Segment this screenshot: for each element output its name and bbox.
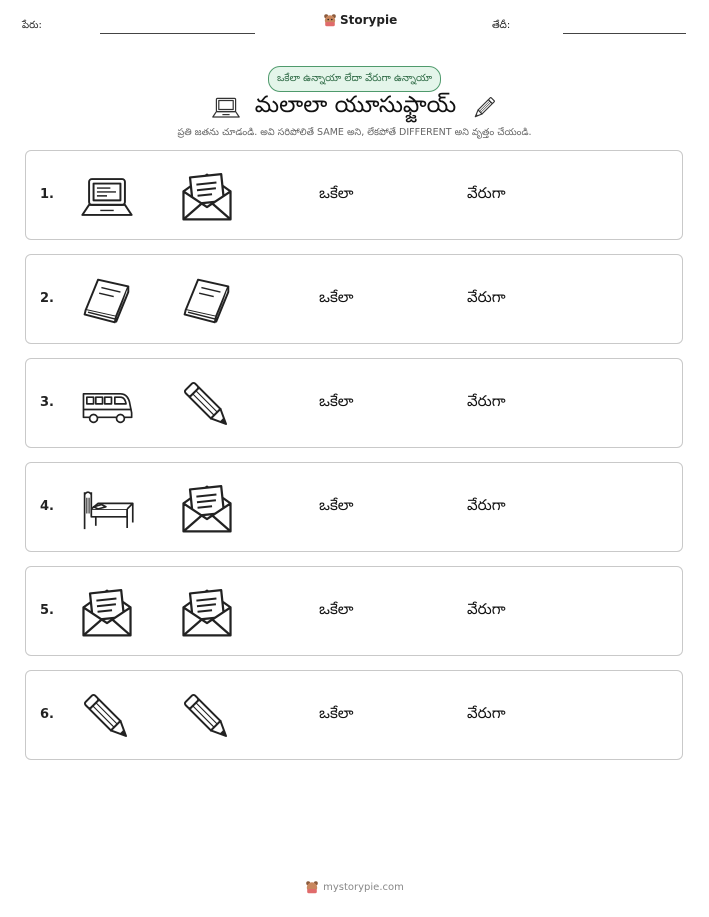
bed-icon	[79, 481, 135, 537]
storypie-mascot-icon	[305, 880, 319, 894]
date-label: తేదీ:	[492, 20, 511, 31]
different-option[interactable]: వేరుగా	[467, 496, 506, 514]
row-number: 5.	[40, 603, 54, 618]
pencil-icon	[470, 94, 498, 122]
same-option[interactable]: ఒకేలా	[319, 704, 354, 722]
different-option[interactable]: వేరుగా	[467, 184, 506, 202]
different-option[interactable]: వేరుగా	[467, 392, 506, 410]
worksheet-row	[25, 462, 683, 552]
page-footer	[0, 880, 709, 894]
row-number: 4.	[40, 499, 54, 514]
pencil-icon	[179, 689, 235, 745]
storypie-mascot-icon	[323, 13, 337, 27]
date-line	[563, 33, 686, 34]
pencil-icon	[79, 689, 135, 745]
row-number: 1.	[40, 187, 54, 202]
pencil-icon	[179, 377, 235, 433]
bus-icon	[79, 377, 135, 433]
name-label: పేరు:	[22, 20, 42, 31]
row-number: 6.	[40, 707, 54, 722]
worksheet-row	[25, 670, 683, 760]
worksheet-row	[25, 150, 683, 240]
different-option[interactable]: వేరుగా	[467, 600, 506, 618]
book-icon	[79, 273, 135, 329]
same-option[interactable]: ఒకేలా	[319, 184, 354, 202]
laptop-icon	[211, 96, 241, 120]
envelope-icon	[79, 585, 135, 641]
worksheet-row	[25, 566, 683, 656]
footer-url: mystorypie.com	[323, 881, 404, 893]
envelope-icon	[179, 481, 235, 537]
name-line	[100, 33, 255, 34]
same-option[interactable]: ఒకేలా	[319, 288, 354, 306]
subtitle-pill: ఒకేలా ఉన్నాయా లేదా వేరుగా ఉన్నాయా	[268, 66, 441, 92]
laptop-icon	[79, 169, 135, 225]
worksheet-row	[25, 358, 683, 448]
different-option[interactable]: వేరుగా	[467, 288, 506, 306]
same-option[interactable]: ఒకేలా	[319, 496, 354, 514]
page-title: మలాలా యూసుఫ్జాయ్	[254, 92, 457, 118]
brand-name: Storypie	[340, 13, 398, 27]
envelope-icon	[179, 585, 235, 641]
brand-logo	[323, 13, 397, 27]
instructions: ప్రతి జతను చూడండి. అవి సరిపోలితే SAME అని, లేకపోతే DIFFERENT అని వృత్తం చేయండి.	[177, 127, 532, 138]
page-header	[0, 0, 709, 50]
book-icon	[179, 273, 235, 329]
same-option[interactable]: ఒకేలా	[319, 600, 354, 618]
envelope-icon	[179, 169, 235, 225]
title-row	[0, 92, 709, 124]
same-option[interactable]: ఒకేలా	[319, 392, 354, 410]
worksheet-row	[25, 254, 683, 344]
row-number: 3.	[40, 395, 54, 410]
row-number: 2.	[40, 291, 54, 306]
different-option[interactable]: వేరుగా	[467, 704, 506, 722]
